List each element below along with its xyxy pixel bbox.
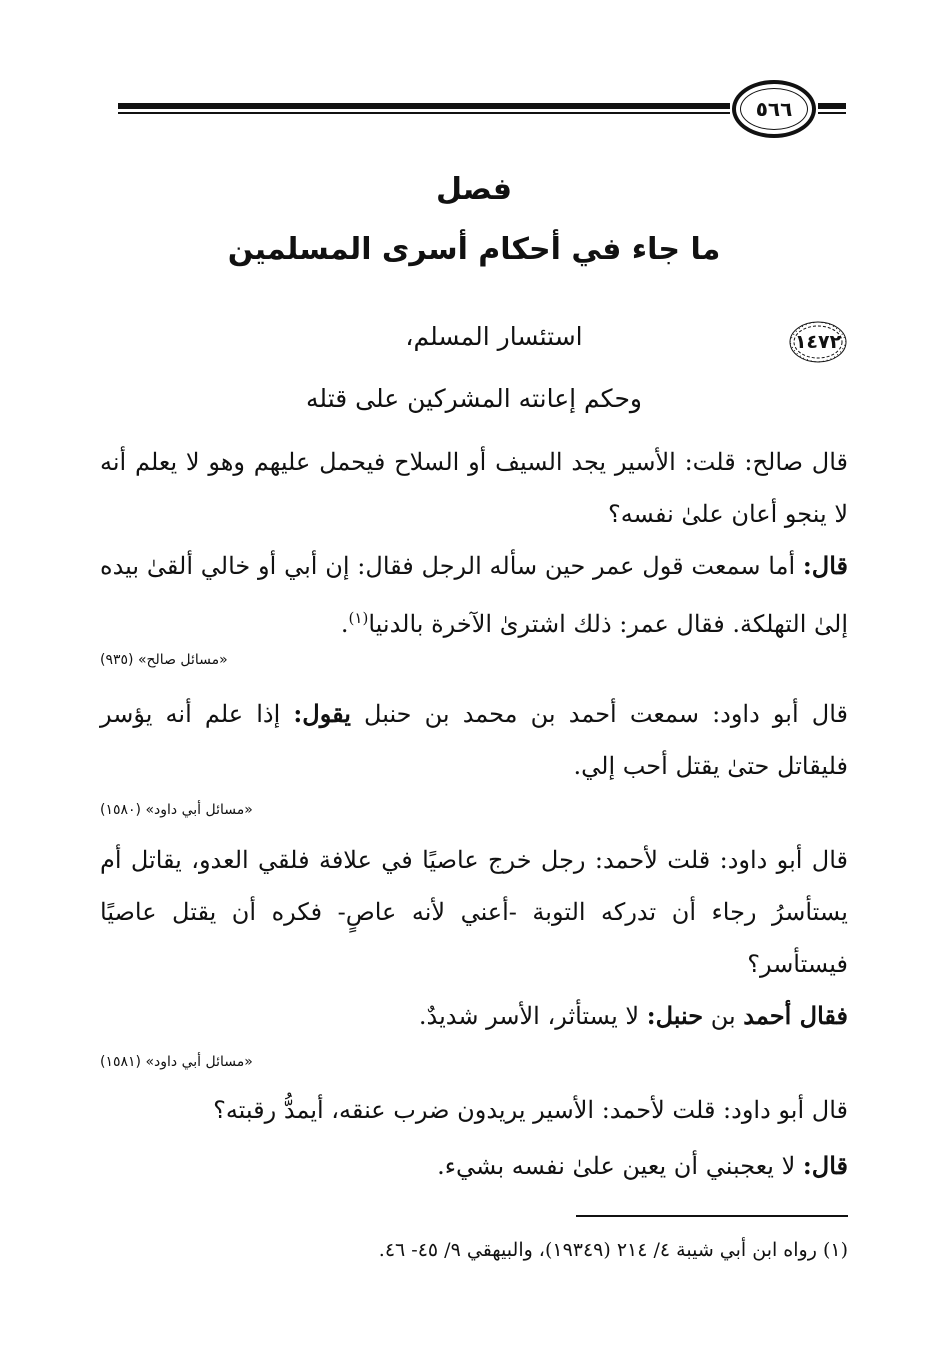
entry-heading-line1: استئسار المسلم، [405, 322, 583, 351]
footnote [100, 1234, 848, 1266]
paragraph [100, 1140, 848, 1192]
paragraph: قال صالح: قلت: الأسير يجد السيف أو السلاح فيحمل عليهم وهو لا يعلم أنه لا ينجو أعان علىٰ نفسه؟ [100, 448, 848, 528]
paragraph [100, 990, 848, 1042]
paragraph-text: لا يستأثر، الأسر شديدٌ. [418, 1002, 647, 1030]
source-citation-text: «مسائل صالح» (٩٣٥) [100, 652, 228, 668]
paragraph [100, 688, 848, 792]
speaker-label: قال: [802, 1151, 848, 1180]
paragraph-end: . [340, 610, 349, 638]
speaker-label: قال: [802, 551, 848, 580]
paragraph-text: قال أبو داود: سمعت أحمد بن محمد بن حنبل [350, 700, 848, 728]
section-title: فصل [436, 172, 512, 207]
paragraph: قال أبو داود: قلت لأحمد: رجل خرج عاصيًا في علافة فلقي العدو، يقاتل أم يستأسرُ رجاء أن تدركه التوبة -أعني لأنه عاصٍ- فكره أن يقتل عاصيًا فيستأسر؟ [100, 846, 848, 978]
source-citation [100, 652, 848, 668]
header-rule-end [818, 103, 846, 117]
paragraph-text: أما سمعت قول عمر حين سأله الرجل فقال: إن أبي أو خالي ألقىٰ بيده إلىٰ التهلكة. فقال عمر: ذلك اشترىٰ الآخرة بالدنيا [100, 552, 848, 638]
paragraph-text: بن [703, 1002, 744, 1030]
paragraph-text: لا يعجبني أن يعين علىٰ نفسه بشيء. [437, 1152, 803, 1180]
footnote-reference: (١) [348, 609, 369, 627]
speaker-label: حنبل: [646, 1001, 704, 1030]
paragraph [100, 540, 848, 650]
source-citation [100, 1054, 848, 1070]
footnote-separator [576, 1215, 848, 1217]
entry-heading-line2: وحكم إعانته المشركين على قتله [306, 384, 642, 413]
page-number: ٥٦٦ [732, 80, 816, 138]
footnote-text: رواه ابن أبي شيبة ٤/ ٢١٤ (١٩٣٤٩)، والبيهقي ٩/ ٤٥- ٤٦. [378, 1239, 817, 1261]
source-citation [100, 802, 848, 818]
footnote-marker: (١) [822, 1239, 848, 1261]
chapter-title: ما جاء في أحكام أسرى المسلمين [227, 232, 721, 267]
source-citation-text: «مسائل أبي داود» (١٥٨٠) [100, 802, 253, 818]
speaker-label: فقال أحمد [743, 1001, 848, 1030]
source-citation-text: «مسائل أبي داود» (١٥٨١) [100, 1054, 253, 1070]
speaker-label: يقول: [293, 699, 351, 728]
entry-number: ١٤٧٢ [794, 331, 842, 353]
paragraph: قال أبو داود: قلت لأحمد: الأسير يريدون ضرب عنقه، أيمدُّ رقبته؟ [213, 1096, 848, 1124]
paragraph-text: إذا علم أنه يؤسر فليقاتل حتىٰ يقتل أحب إلي. [100, 700, 848, 780]
header-rule [118, 103, 730, 117]
